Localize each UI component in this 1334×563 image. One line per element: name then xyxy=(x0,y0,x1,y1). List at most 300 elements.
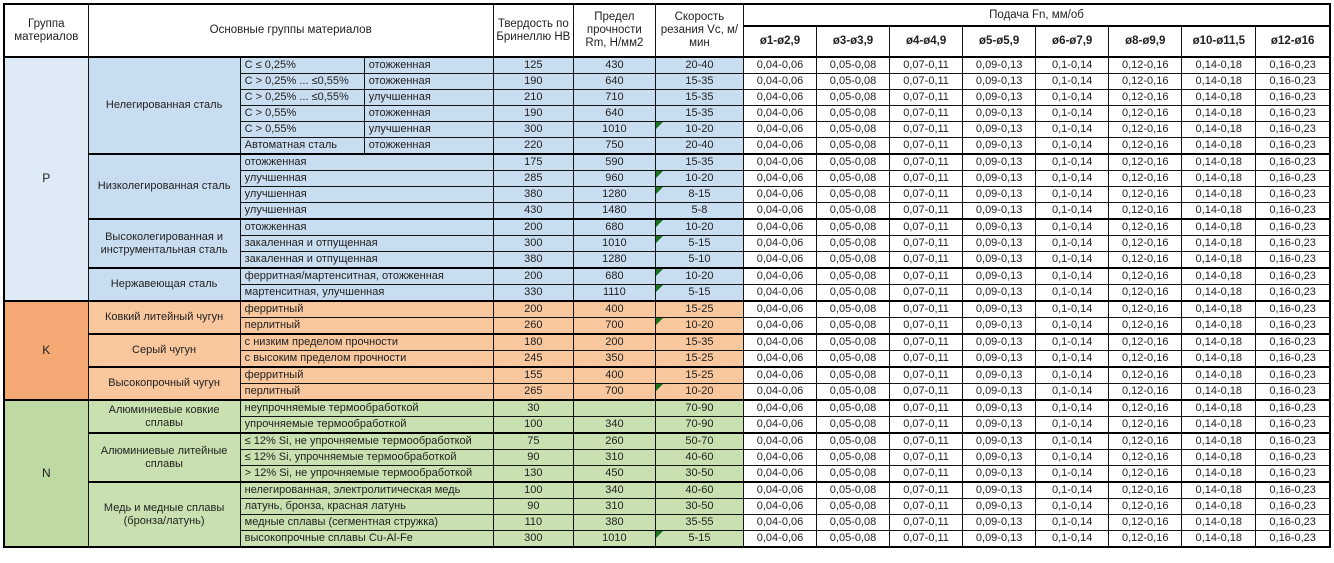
condition-cell[interactable]: латунь, бронза, красная латунь xyxy=(240,499,493,515)
speed-cell[interactable]: 15-25 xyxy=(655,301,743,318)
header-tensile-strength[interactable]: Предел прочности Rm, Н/мм2 xyxy=(573,4,655,57)
condition-cell[interactable]: перлитный xyxy=(240,384,493,401)
feed-cell[interactable]: 0,05-0,08 xyxy=(817,499,890,515)
strength-cell[interactable]: 1110 xyxy=(573,285,655,302)
feed-cell[interactable]: 0,1-0,14 xyxy=(1036,154,1109,171)
feed-cell[interactable]: 0,09-0,13 xyxy=(963,74,1036,90)
feed-cell[interactable]: 0,1-0,14 xyxy=(1036,138,1109,155)
strength-cell[interactable]: 640 xyxy=(573,74,655,90)
feed-cell[interactable]: 0,07-0,11 xyxy=(890,106,963,122)
feed-cell[interactable]: 0,12-0,16 xyxy=(1109,138,1182,155)
feed-cell[interactable]: 0,16-0,23 xyxy=(1256,318,1330,335)
speed-cell[interactable]: 15-35 xyxy=(655,90,743,106)
condition-cell[interactable]: ферритный xyxy=(240,301,493,318)
feed-cell[interactable]: 0,04-0,06 xyxy=(743,106,816,122)
speed-cell[interactable]: 5-8 xyxy=(655,203,743,220)
feed-cell[interactable]: 0,09-0,13 xyxy=(963,417,1036,434)
feed-cell[interactable]: 0,12-0,16 xyxy=(1109,154,1182,171)
feed-cell[interactable]: 0,14-0,18 xyxy=(1182,219,1256,236)
feed-cell[interactable]: 0,09-0,13 xyxy=(963,318,1036,335)
feed-cell[interactable]: 0,16-0,23 xyxy=(1256,301,1330,318)
feed-cell[interactable]: 0,1-0,14 xyxy=(1036,433,1109,450)
speed-cell[interactable]: 15-35 xyxy=(655,154,743,171)
feed-cell[interactable]: 0,12-0,16 xyxy=(1109,122,1182,138)
feed-cell[interactable]: 0,09-0,13 xyxy=(963,531,1036,548)
feed-cell[interactable]: 0,14-0,18 xyxy=(1182,531,1256,548)
header-feed-title[interactable]: Подача Fn, мм/об xyxy=(743,4,1330,26)
feed-cell[interactable]: 0,14-0,18 xyxy=(1182,367,1256,384)
strength-cell[interactable]: 380 xyxy=(573,515,655,531)
condition-cell[interactable]: нелегированная, электролитическая медь xyxy=(240,482,493,499)
speed-cell[interactable]: 10-20 xyxy=(655,318,743,335)
strength-cell[interactable]: 1280 xyxy=(573,187,655,203)
feed-cell[interactable]: 0,05-0,08 xyxy=(817,219,890,236)
feed-cell[interactable]: 0,04-0,06 xyxy=(743,219,816,236)
hardness-cell[interactable]: 30 xyxy=(493,400,573,417)
feed-cell[interactable]: 0,14-0,18 xyxy=(1182,515,1256,531)
header-diameter-5[interactable]: ø6-ø7,9 xyxy=(1036,26,1109,57)
feed-cell[interactable]: 0,1-0,14 xyxy=(1036,219,1109,236)
feed-cell[interactable]: 0,16-0,23 xyxy=(1256,482,1330,499)
feed-cell[interactable]: 0,09-0,13 xyxy=(963,236,1036,252)
hardness-cell[interactable]: 300 xyxy=(493,236,573,252)
feed-cell[interactable]: 0,04-0,06 xyxy=(743,268,816,285)
hardness-cell[interactable]: 190 xyxy=(493,74,573,90)
speed-cell[interactable]: 15-25 xyxy=(655,367,743,384)
feed-cell[interactable]: 0,16-0,23 xyxy=(1256,203,1330,220)
feed-cell[interactable]: 0,16-0,23 xyxy=(1256,268,1330,285)
feed-cell[interactable]: 0,07-0,11 xyxy=(890,515,963,531)
condition-cell[interactable]: C > 0,55% xyxy=(240,106,364,122)
feed-cell[interactable]: 0,1-0,14 xyxy=(1036,171,1109,187)
feed-cell[interactable]: 0,09-0,13 xyxy=(963,219,1036,236)
feed-cell[interactable]: 0,05-0,08 xyxy=(817,351,890,368)
feed-cell[interactable]: 0,14-0,18 xyxy=(1182,499,1256,515)
speed-cell[interactable]: 5-10 xyxy=(655,252,743,269)
feed-cell[interactable]: 0,12-0,16 xyxy=(1109,171,1182,187)
feed-cell[interactable]: 0,12-0,16 xyxy=(1109,466,1182,483)
condition-cell[interactable]: ферритная/мартенситная, отожженная xyxy=(240,268,493,285)
hardness-cell[interactable]: 200 xyxy=(493,219,573,236)
feed-cell[interactable]: 0,04-0,06 xyxy=(743,285,816,302)
group-cell[interactable]: P xyxy=(4,57,88,301)
feed-cell[interactable]: 0,09-0,13 xyxy=(963,334,1036,351)
feed-cell[interactable]: 0,14-0,18 xyxy=(1182,106,1256,122)
feed-cell[interactable]: 0,09-0,13 xyxy=(963,138,1036,155)
feed-cell[interactable]: 0,09-0,13 xyxy=(963,433,1036,450)
header-diameter-6[interactable]: ø8-ø9,9 xyxy=(1109,26,1182,57)
feed-cell[interactable]: 0,14-0,18 xyxy=(1182,74,1256,90)
feed-cell[interactable]: 0,09-0,13 xyxy=(963,351,1036,368)
speed-cell[interactable]: 10-20 xyxy=(655,384,743,401)
speed-cell[interactable]: 10-20 xyxy=(655,268,743,285)
speed-cell[interactable]: 15-35 xyxy=(655,334,743,351)
header-diameter-8[interactable]: ø12-ø16 xyxy=(1256,26,1330,57)
feed-cell[interactable]: 0,12-0,16 xyxy=(1109,384,1182,401)
strength-cell[interactable]: 200 xyxy=(573,334,655,351)
hardness-cell[interactable]: 260 xyxy=(493,318,573,335)
strength-cell[interactable]: 310 xyxy=(573,450,655,466)
hardness-cell[interactable]: 285 xyxy=(493,171,573,187)
condition-cell[interactable]: C > 0,55% xyxy=(240,122,364,138)
header-main-material-groups[interactable]: Основные группы материалов xyxy=(88,4,493,57)
feed-cell[interactable]: 0,05-0,08 xyxy=(817,252,890,269)
feed-cell[interactable]: 0,16-0,23 xyxy=(1256,351,1330,368)
feed-cell[interactable]: 0,12-0,16 xyxy=(1109,57,1182,74)
feed-cell[interactable]: 0,12-0,16 xyxy=(1109,90,1182,106)
feed-cell[interactable]: 0,1-0,14 xyxy=(1036,499,1109,515)
feed-cell[interactable]: 0,09-0,13 xyxy=(963,482,1036,499)
condition-cell[interactable]: неупрочняемые термообработкой xyxy=(240,400,493,417)
feed-cell[interactable]: 0,16-0,23 xyxy=(1256,106,1330,122)
strength-cell[interactable]: 700 xyxy=(573,384,655,401)
feed-cell[interactable]: 0,05-0,08 xyxy=(817,57,890,74)
strength-cell[interactable]: 450 xyxy=(573,466,655,483)
feed-cell[interactable]: 0,05-0,08 xyxy=(817,236,890,252)
feed-cell[interactable]: 0,12-0,16 xyxy=(1109,334,1182,351)
speed-cell[interactable]: 10-20 xyxy=(655,171,743,187)
feed-cell[interactable]: 0,07-0,11 xyxy=(890,367,963,384)
speed-cell[interactable]: 8-15 xyxy=(655,187,743,203)
feed-cell[interactable]: 0,07-0,11 xyxy=(890,285,963,302)
hardness-cell[interactable]: 155 xyxy=(493,367,573,384)
strength-cell[interactable]: 710 xyxy=(573,90,655,106)
feed-cell[interactable]: 0,1-0,14 xyxy=(1036,90,1109,106)
condition-cell[interactable]: > 12% Si, не упрочняемые термообработкой xyxy=(240,466,493,483)
feed-cell[interactable]: 0,05-0,08 xyxy=(817,106,890,122)
feed-cell[interactable]: 0,16-0,23 xyxy=(1256,384,1330,401)
hardness-cell[interactable]: 110 xyxy=(493,515,573,531)
hardness-cell[interactable]: 200 xyxy=(493,268,573,285)
hardness-cell[interactable]: 175 xyxy=(493,154,573,171)
strength-cell[interactable]: 680 xyxy=(573,219,655,236)
feed-cell[interactable]: 0,07-0,11 xyxy=(890,482,963,499)
feed-cell[interactable]: 0,14-0,18 xyxy=(1182,400,1256,417)
feed-cell[interactable]: 0,07-0,11 xyxy=(890,268,963,285)
strength-cell[interactable]: 350 xyxy=(573,351,655,368)
feed-cell[interactable]: 0,05-0,08 xyxy=(817,531,890,548)
feed-cell[interactable]: 0,04-0,06 xyxy=(743,122,816,138)
speed-cell[interactable]: 30-50 xyxy=(655,466,743,483)
feed-cell[interactable]: 0,07-0,11 xyxy=(890,122,963,138)
feed-cell[interactable]: 0,12-0,16 xyxy=(1109,219,1182,236)
feed-cell[interactable]: 0,1-0,14 xyxy=(1036,268,1109,285)
hardness-cell[interactable]: 200 xyxy=(493,301,573,318)
feed-cell[interactable]: 0,1-0,14 xyxy=(1036,285,1109,302)
family-cell[interactable]: Высоколегированная и инструментальная сталь xyxy=(88,219,240,268)
feed-cell[interactable]: 0,14-0,18 xyxy=(1182,417,1256,434)
feed-cell[interactable]: 0,14-0,18 xyxy=(1182,236,1256,252)
feed-cell[interactable]: 0,12-0,16 xyxy=(1109,187,1182,203)
feed-cell[interactable]: 0,16-0,23 xyxy=(1256,122,1330,138)
feed-cell[interactable]: 0,05-0,08 xyxy=(817,466,890,483)
feed-cell[interactable]: 0,16-0,23 xyxy=(1256,236,1330,252)
strength-cell[interactable]: 400 xyxy=(573,367,655,384)
state-cell[interactable]: улучшенная xyxy=(364,122,493,138)
feed-cell[interactable]: 0,14-0,18 xyxy=(1182,466,1256,483)
feed-cell[interactable]: 0,1-0,14 xyxy=(1036,187,1109,203)
condition-cell[interactable]: медные сплавы (сегментная стружка) xyxy=(240,515,493,531)
feed-cell[interactable]: 0,14-0,18 xyxy=(1182,301,1256,318)
feed-cell[interactable]: 0,16-0,23 xyxy=(1256,515,1330,531)
hardness-cell[interactable]: 300 xyxy=(493,531,573,548)
hardness-cell[interactable]: 130 xyxy=(493,466,573,483)
feed-cell[interactable]: 0,05-0,08 xyxy=(817,171,890,187)
hardness-cell[interactable]: 180 xyxy=(493,334,573,351)
feed-cell[interactable]: 0,05-0,08 xyxy=(817,515,890,531)
feed-cell[interactable]: 0,04-0,06 xyxy=(743,466,816,483)
feed-cell[interactable]: 0,12-0,16 xyxy=(1109,450,1182,466)
feed-cell[interactable]: 0,09-0,13 xyxy=(963,154,1036,171)
feed-cell[interactable]: 0,05-0,08 xyxy=(817,74,890,90)
feed-cell[interactable]: 0,1-0,14 xyxy=(1036,417,1109,434)
feed-cell[interactable]: 0,16-0,23 xyxy=(1256,417,1330,434)
feed-cell[interactable]: 0,05-0,08 xyxy=(817,482,890,499)
condition-cell[interactable]: ферритный xyxy=(240,367,493,384)
feed-cell[interactable]: 0,16-0,23 xyxy=(1256,171,1330,187)
hardness-cell[interactable]: 380 xyxy=(493,187,573,203)
feed-cell[interactable]: 0,16-0,23 xyxy=(1256,450,1330,466)
feed-cell[interactable]: 0,14-0,18 xyxy=(1182,285,1256,302)
feed-cell[interactable]: 0,16-0,23 xyxy=(1256,466,1330,483)
feed-cell[interactable]: 0,07-0,11 xyxy=(890,301,963,318)
feed-cell[interactable]: 0,1-0,14 xyxy=(1036,466,1109,483)
condition-cell[interactable]: улучшенная xyxy=(240,187,493,203)
feed-cell[interactable]: 0,12-0,16 xyxy=(1109,106,1182,122)
hardness-cell[interactable]: 380 xyxy=(493,252,573,269)
feed-cell[interactable]: 0,09-0,13 xyxy=(963,90,1036,106)
feed-cell[interactable]: 0,04-0,06 xyxy=(743,74,816,90)
feed-cell[interactable]: 0,05-0,08 xyxy=(817,334,890,351)
family-cell[interactable]: Алюминиевые литейные сплавы xyxy=(88,433,240,482)
feed-cell[interactable]: 0,04-0,06 xyxy=(743,90,816,106)
feed-cell[interactable]: 0,05-0,08 xyxy=(817,450,890,466)
feed-cell[interactable]: 0,04-0,06 xyxy=(743,351,816,368)
feed-cell[interactable]: 0,14-0,18 xyxy=(1182,122,1256,138)
feed-cell[interactable]: 0,12-0,16 xyxy=(1109,417,1182,434)
feed-cell[interactable]: 0,07-0,11 xyxy=(890,203,963,220)
feed-cell[interactable]: 0,04-0,06 xyxy=(743,433,816,450)
header-diameter-7[interactable]: ø10-ø11,5 xyxy=(1182,26,1256,57)
speed-cell[interactable]: 35-55 xyxy=(655,515,743,531)
feed-cell[interactable]: 0,14-0,18 xyxy=(1182,57,1256,74)
feed-cell[interactable]: 0,1-0,14 xyxy=(1036,203,1109,220)
feed-cell[interactable]: 0,12-0,16 xyxy=(1109,367,1182,384)
speed-cell[interactable]: 10-20 xyxy=(655,219,743,236)
feed-cell[interactable]: 0,09-0,13 xyxy=(963,499,1036,515)
hardness-cell[interactable]: 210 xyxy=(493,90,573,106)
feed-cell[interactable]: 0,12-0,16 xyxy=(1109,252,1182,269)
feed-cell[interactable]: 0,09-0,13 xyxy=(963,171,1036,187)
hardness-cell[interactable]: 220 xyxy=(493,138,573,155)
hardness-cell[interactable]: 265 xyxy=(493,384,573,401)
header-diameter-1[interactable]: ø1-ø2,9 xyxy=(743,26,816,57)
feed-cell[interactable]: 0,1-0,14 xyxy=(1036,57,1109,74)
strength-cell[interactable]: 1280 xyxy=(573,252,655,269)
feed-cell[interactable]: 0,12-0,16 xyxy=(1109,236,1182,252)
family-cell[interactable]: Медь и медные сплавы (бронза/латунь) xyxy=(88,482,240,547)
condition-cell[interactable]: с низким пределом прочности xyxy=(240,334,493,351)
feed-cell[interactable]: 0,04-0,06 xyxy=(743,367,816,384)
state-cell[interactable]: отожженная xyxy=(364,57,493,74)
family-cell[interactable]: Нержавеющая сталь xyxy=(88,268,240,301)
family-cell[interactable]: Нелегированная сталь xyxy=(88,57,240,154)
feed-cell[interactable]: 0,04-0,06 xyxy=(743,236,816,252)
condition-cell[interactable]: перлитный xyxy=(240,318,493,335)
feed-cell[interactable]: 0,04-0,06 xyxy=(743,252,816,269)
condition-cell[interactable]: Автоматная сталь xyxy=(240,138,364,155)
hardness-cell[interactable]: 90 xyxy=(493,499,573,515)
feed-cell[interactable]: 0,16-0,23 xyxy=(1256,154,1330,171)
feed-cell[interactable]: 0,05-0,08 xyxy=(817,301,890,318)
condition-cell[interactable]: C > 0,25% ... ≤0,55% xyxy=(240,74,364,90)
family-cell[interactable]: Ковкий литейный чугун xyxy=(88,301,240,334)
feed-cell[interactable]: 0,04-0,06 xyxy=(743,203,816,220)
speed-cell[interactable]: 5-15 xyxy=(655,531,743,548)
state-cell[interactable]: улучшенная xyxy=(364,90,493,106)
strength-cell[interactable]: 590 xyxy=(573,154,655,171)
hardness-cell[interactable]: 330 xyxy=(493,285,573,302)
feed-cell[interactable]: 0,16-0,23 xyxy=(1256,219,1330,236)
strength-cell[interactable]: 750 xyxy=(573,138,655,155)
feed-cell[interactable]: 0,07-0,11 xyxy=(890,138,963,155)
feed-cell[interactable]: 0,14-0,18 xyxy=(1182,268,1256,285)
hardness-cell[interactable]: 75 xyxy=(493,433,573,450)
feed-cell[interactable]: 0,12-0,16 xyxy=(1109,499,1182,515)
feed-cell[interactable]: 0,12-0,16 xyxy=(1109,433,1182,450)
feed-cell[interactable]: 0,09-0,13 xyxy=(963,187,1036,203)
strength-cell[interactable]: 640 xyxy=(573,106,655,122)
feed-cell[interactable]: 0,12-0,16 xyxy=(1109,482,1182,499)
feed-cell[interactable]: 0,12-0,16 xyxy=(1109,351,1182,368)
hardness-cell[interactable]: 100 xyxy=(493,482,573,499)
feed-cell[interactable]: 0,05-0,08 xyxy=(817,400,890,417)
strength-cell[interactable]: 1010 xyxy=(573,122,655,138)
feed-cell[interactable]: 0,09-0,13 xyxy=(963,400,1036,417)
feed-cell[interactable]: 0,07-0,11 xyxy=(890,400,963,417)
feed-cell[interactable]: 0,05-0,08 xyxy=(817,417,890,434)
feed-cell[interactable]: 0,05-0,08 xyxy=(817,285,890,302)
condition-cell[interactable]: с высоким пределом прочности xyxy=(240,351,493,368)
feed-cell[interactable]: 0,07-0,11 xyxy=(890,450,963,466)
feed-cell[interactable]: 0,09-0,13 xyxy=(963,106,1036,122)
feed-cell[interactable]: 0,04-0,06 xyxy=(743,187,816,203)
strength-cell[interactable]: 680 xyxy=(573,268,655,285)
feed-cell[interactable]: 0,16-0,23 xyxy=(1256,187,1330,203)
feed-cell[interactable]: 0,14-0,18 xyxy=(1182,154,1256,171)
family-cell[interactable]: Низколегированная сталь xyxy=(88,154,240,219)
feed-cell[interactable]: 0,1-0,14 xyxy=(1036,236,1109,252)
feed-cell[interactable]: 0,07-0,11 xyxy=(890,252,963,269)
speed-cell[interactable]: 5-15 xyxy=(655,285,743,302)
condition-cell[interactable]: мартенситная, улучшенная xyxy=(240,285,493,302)
strength-cell[interactable]: 960 xyxy=(573,171,655,187)
feed-cell[interactable]: 0,09-0,13 xyxy=(963,285,1036,302)
strength-cell[interactable]: 430 xyxy=(573,57,655,74)
condition-cell[interactable]: высокопрочные сплавы Cu-Al-Fe xyxy=(240,531,493,548)
feed-cell[interactable]: 0,09-0,13 xyxy=(963,122,1036,138)
feed-cell[interactable]: 0,12-0,16 xyxy=(1109,74,1182,90)
strength-cell[interactable]: 340 xyxy=(573,417,655,434)
strength-cell[interactable] xyxy=(573,400,655,417)
condition-cell[interactable]: улучшенная xyxy=(240,171,493,187)
family-cell[interactable]: Высокопрочный чугун xyxy=(88,367,240,400)
speed-cell[interactable]: 15-35 xyxy=(655,106,743,122)
feed-cell[interactable]: 0,1-0,14 xyxy=(1036,122,1109,138)
feed-cell[interactable]: 0,04-0,06 xyxy=(743,318,816,335)
feed-cell[interactable]: 0,04-0,06 xyxy=(743,515,816,531)
feed-cell[interactable]: 0,05-0,08 xyxy=(817,90,890,106)
condition-cell[interactable]: упрочняемые термообработкой xyxy=(240,417,493,434)
feed-cell[interactable]: 0,14-0,18 xyxy=(1182,384,1256,401)
condition-cell[interactable]: улучшенная xyxy=(240,203,493,220)
feed-cell[interactable]: 0,09-0,13 xyxy=(963,301,1036,318)
feed-cell[interactable]: 0,09-0,13 xyxy=(963,450,1036,466)
speed-cell[interactable]: 20-40 xyxy=(655,57,743,74)
feed-cell[interactable]: 0,12-0,16 xyxy=(1109,301,1182,318)
feed-cell[interactable]: 0,04-0,06 xyxy=(743,417,816,434)
feed-cell[interactable]: 0,07-0,11 xyxy=(890,187,963,203)
feed-cell[interactable]: 0,16-0,23 xyxy=(1256,138,1330,155)
feed-cell[interactable]: 0,1-0,14 xyxy=(1036,450,1109,466)
hardness-cell[interactable]: 90 xyxy=(493,450,573,466)
hardness-cell[interactable]: 300 xyxy=(493,122,573,138)
header-diameter-4[interactable]: ø5-ø5,9 xyxy=(963,26,1036,57)
feed-cell[interactable]: 0,1-0,14 xyxy=(1036,334,1109,351)
feed-cell[interactable]: 0,05-0,08 xyxy=(817,187,890,203)
feed-cell[interactable]: 0,14-0,18 xyxy=(1182,482,1256,499)
feed-cell[interactable]: 0,05-0,08 xyxy=(817,268,890,285)
feed-cell[interactable]: 0,1-0,14 xyxy=(1036,301,1109,318)
feed-cell[interactable]: 0,07-0,11 xyxy=(890,384,963,401)
header-material-group[interactable]: Группа материалов xyxy=(4,4,88,57)
feed-cell[interactable]: 0,1-0,14 xyxy=(1036,400,1109,417)
speed-cell[interactable]: 70-90 xyxy=(655,417,743,434)
strength-cell[interactable]: 1480 xyxy=(573,203,655,220)
feed-cell[interactable]: 0,16-0,23 xyxy=(1256,400,1330,417)
feed-cell[interactable]: 0,04-0,06 xyxy=(743,334,816,351)
feed-cell[interactable]: 0,1-0,14 xyxy=(1036,482,1109,499)
header-diameter-2[interactable]: ø3-ø3,9 xyxy=(817,26,890,57)
feed-cell[interactable]: 0,12-0,16 xyxy=(1109,515,1182,531)
header-cutting-speed[interactable]: Скорость резания Vc, м/мин xyxy=(655,4,743,57)
group-cell[interactable]: N xyxy=(4,400,88,547)
feed-cell[interactable]: 0,07-0,11 xyxy=(890,351,963,368)
feed-cell[interactable]: 0,12-0,16 xyxy=(1109,285,1182,302)
speed-cell[interactable]: 50-70 xyxy=(655,433,743,450)
feed-cell[interactable]: 0,14-0,18 xyxy=(1182,252,1256,269)
header-diameter-3[interactable]: ø4-ø4,9 xyxy=(890,26,963,57)
header-brinell-hardness[interactable]: Твердость по Бринеллю HB xyxy=(493,4,573,57)
feed-cell[interactable]: 0,04-0,06 xyxy=(743,171,816,187)
feed-cell[interactable]: 0,09-0,13 xyxy=(963,515,1036,531)
feed-cell[interactable]: 0,07-0,11 xyxy=(890,499,963,515)
condition-cell[interactable]: C > 0,25% ... ≤0,55% xyxy=(240,90,364,106)
group-cell[interactable]: K xyxy=(4,301,88,400)
strength-cell[interactable]: 310 xyxy=(573,499,655,515)
feed-cell[interactable]: 0,16-0,23 xyxy=(1256,57,1330,74)
strength-cell[interactable]: 1010 xyxy=(573,531,655,548)
strength-cell[interactable]: 700 xyxy=(573,318,655,335)
feed-cell[interactable]: 0,04-0,06 xyxy=(743,531,816,548)
feed-cell[interactable]: 0,14-0,18 xyxy=(1182,318,1256,335)
feed-cell[interactable]: 0,14-0,18 xyxy=(1182,138,1256,155)
condition-cell[interactable]: ≤ 12% Si, не упрочняемые термообработкой xyxy=(240,433,493,450)
feed-cell[interactable]: 0,12-0,16 xyxy=(1109,268,1182,285)
feed-cell[interactable]: 0,16-0,23 xyxy=(1256,367,1330,384)
feed-cell[interactable]: 0,14-0,18 xyxy=(1182,187,1256,203)
feed-cell[interactable]: 0,04-0,06 xyxy=(743,499,816,515)
